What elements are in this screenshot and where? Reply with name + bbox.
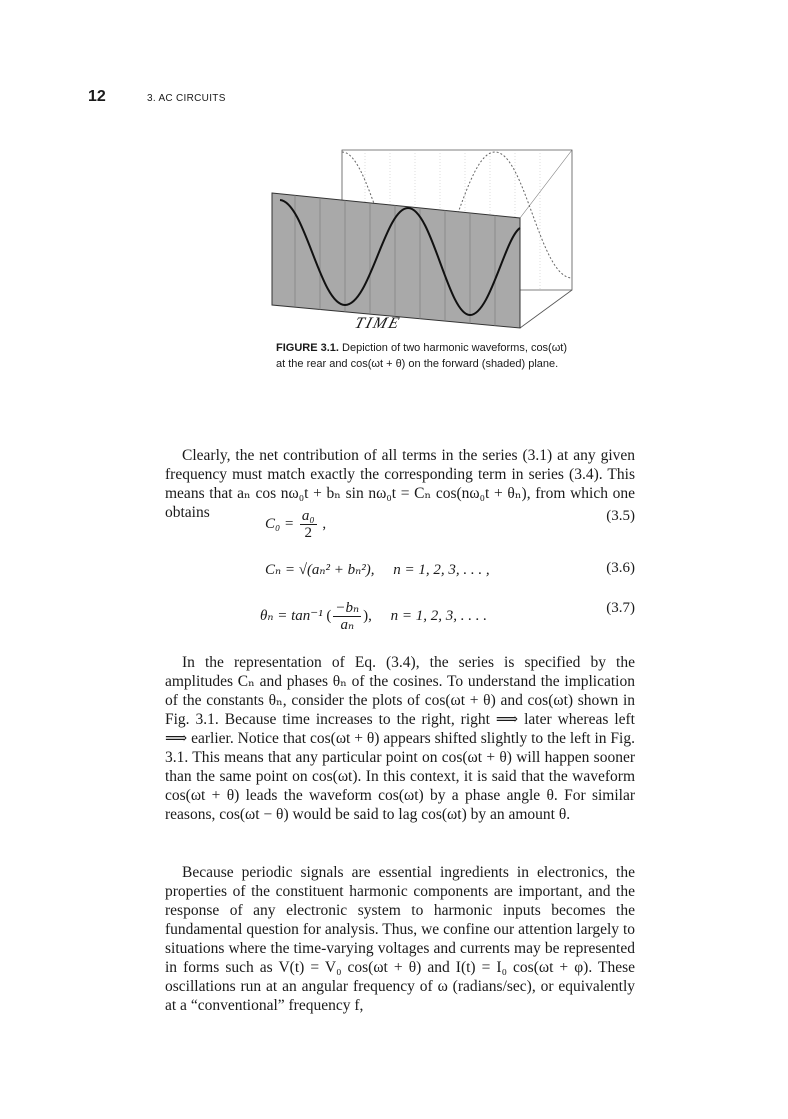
eq35-lhs: C₀ = [265,515,295,532]
paragraph-1-text: Clearly, the net contribution of all terms in the series (3.1) at any given frequency must match exactly the corresponding term in series (3.4). This means that aₙ cos nω₀t + bₙ sin nω₀t = Cₙ cos(nω₀t + θₙ), from which one obtains [165,447,635,521]
figure-label: FIGURE 3.1. [276,342,339,354]
equation-3-6 [165,552,635,592]
paragraph-2-text: In the representation of Eq. (3.4), the series is specified by the amplitudes Cₙ and phases θₙ of the cosines. To understand the implication of the constants θₙ, consider the plots of cos(ωt + θ) and cos(ωt) shown in Fig. 3.1. Because time increases to the right, right ⟹ later whereas left ⟹ earlier. Notice that cos(ωt + θ) appears shifted slightly to the left in Fig. 3.1. This means that any particular point on cos(ωt + θ) will happen sooner than the same point on cos(ωt). In this context, it is said that the waveform cos(ωt + θ) leads the waveform cos(ωt) by a phase angle θ. For similar reasons, cos(ωt − θ) would be said to lag cos(ωt) by an amount θ. [165,654,635,823]
eq35-fraction [300,508,317,541]
paragraph-3-text: Because periodic signals are essential ingredients in electronics, the properties of the constituent harmonic components are important, and the response of any electronic system to harmonic inputs becomes the fundamental question for analysis. Thus, we confine our attention largely to situations where the time-varying voltages and currents may be represented in forms such as V(t) = V₀ cos(ωt + θ) and I(t) = I₀ cos(ωt + φ). These oscillations run at an angular frequency of ω (radians/sec), or equivalently at a “conventional” frequency f, [165,864,635,1014]
eq37-number: (3.7) [606,600,635,616]
equation-3-7: θₙ = tan⁻¹ ( $\frac{\text{−bₙ}}{\text{aₙ}}$ ), n = 1, 2, 3, . . . . (3.7) [260,600,635,633]
eq37-denominator: aₙ [340,617,355,633]
eq37-range: n = 1, 2, 3, . . . . [390,607,487,624]
paragraph-3 [165,863,635,1015]
eq35-denominator: 2 [304,525,312,541]
eq37-fraction [333,600,361,633]
figure-caption [276,340,576,372]
eq36-number: (3.6) [606,560,635,576]
eq35-number: (3.5) [606,508,635,524]
eq36-range: n = 1, 2, 3, . . . , [393,562,490,578]
eq35-numerator: a₀ [301,508,315,524]
figure-3-1 [250,140,585,345]
running-head: 3. AC CIRCUITS [147,93,226,104]
page-number: 12 [88,88,106,105]
paragraph-2 [165,653,635,824]
waveform-illustration [250,140,585,345]
eq36-expr: Cₙ = √(aₙ² + bₙ²), [265,562,375,578]
front-shaded-plane [272,193,520,328]
eq37-numerator: −bₙ [335,600,360,616]
time-axis-label: TIME [352,315,403,332]
eq37-lhs: θₙ = tan⁻¹ [260,607,323,624]
figure-caption-text: Depiction of two harmonic waveforms, cos(ωt) at the rear and cos(ωt + θ) on the forward (shaded) plane. [276,342,568,370]
equation-3-5 [165,500,635,540]
eq35-tail: , [322,515,327,532]
